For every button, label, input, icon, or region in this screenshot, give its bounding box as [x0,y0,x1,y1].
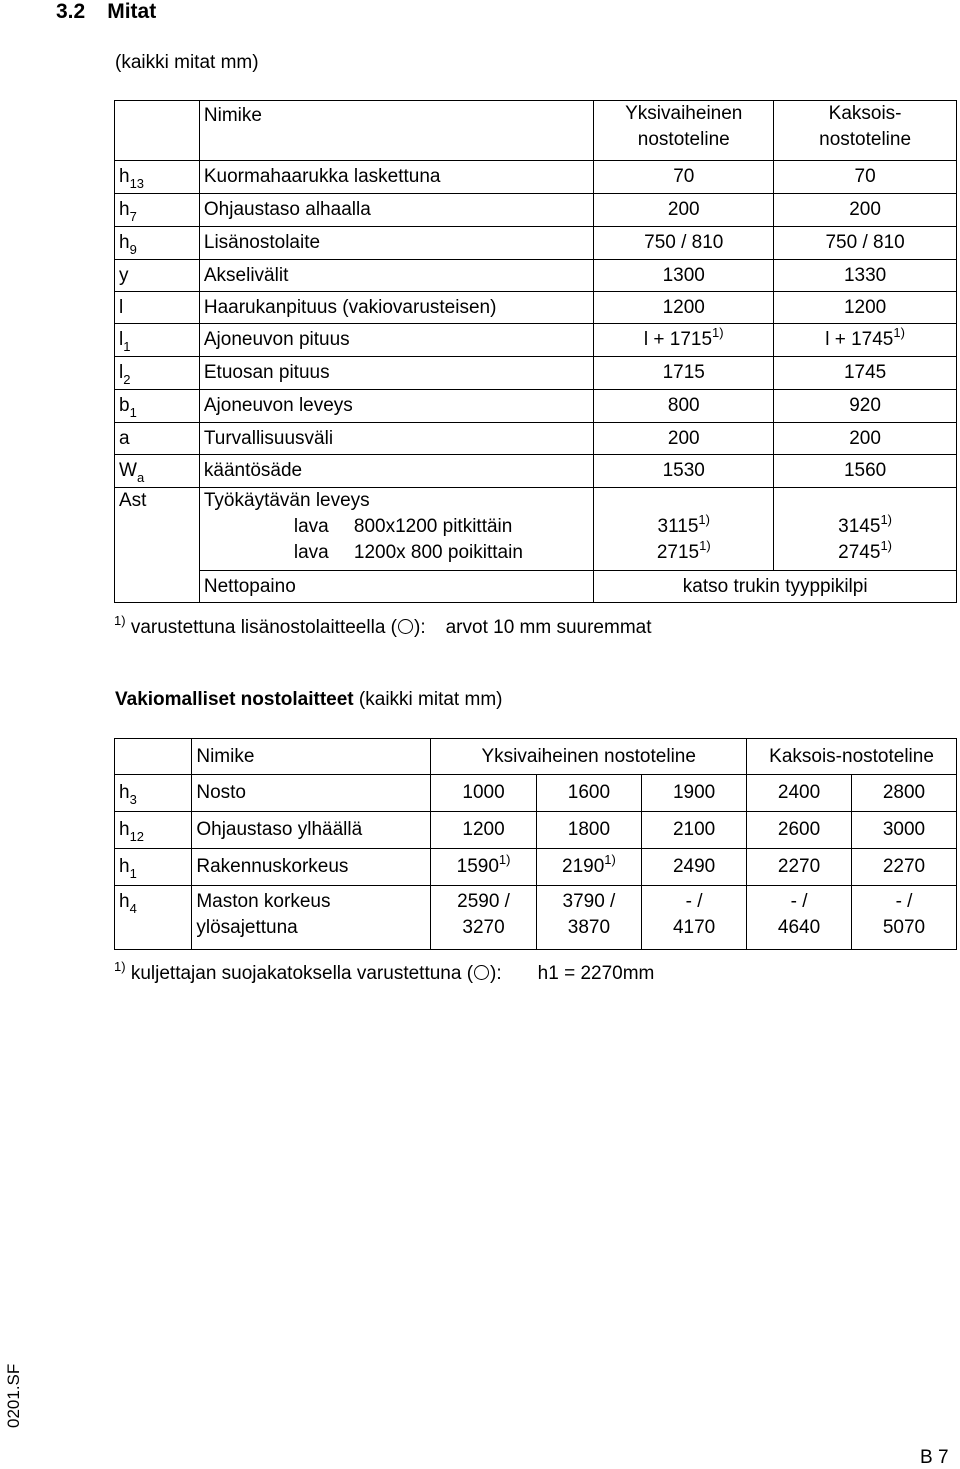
ast-sub1-text: 800x1200 pitkittäin [353,516,513,537]
table-row [115,886,957,950]
row-value-double: 1745 [774,357,957,390]
value-line2: 5070 [882,917,926,938]
row-value [536,886,641,950]
row-value [642,886,747,950]
footnote-mark: 1) [498,852,511,867]
header-double-line2: nostoteline [819,129,912,150]
side-code: 0201.SF [4,1363,23,1428]
circle-icon [474,965,489,980]
footnote-text-end: ): [490,963,502,984]
row-value-double: 750 / 810 [774,227,957,260]
row-symbol-sub: a [136,470,145,485]
row-value-double: 200 [774,423,957,455]
row-symbol: l [119,362,124,383]
value-line1: - / [895,891,913,912]
header-name: Nimike [203,105,262,126]
value-line2: 3870 [567,917,611,938]
row-value-single: 1715 [594,357,774,390]
value-text: 1590 [456,856,499,877]
value-line2: 4170 [672,917,716,938]
row-symbol: y [119,265,129,286]
table-header-row [115,101,957,161]
row-value-double: 1330 [774,260,957,292]
ast-sub2-text: 1200x 800 poikittain [353,542,523,563]
circle-icon [398,619,413,634]
row-value-single: 1530 [594,455,774,488]
row-name: Rakennuskorkeus [192,849,431,886]
row-symbol: h [119,232,130,253]
row-value: 1600 [536,775,641,812]
dimensions-table [114,100,957,603]
row-value: 2400 [747,775,852,812]
section-title: Mitat [107,0,157,23]
table-row-weight [115,571,957,603]
row-value: katso trukin tyyppikilpi [594,571,957,603]
section-number: 3.2 [56,0,86,23]
row-name-line1: Maston korkeus [196,891,331,912]
subtitle: (kaikki mitat mm) [115,52,259,73]
ast-name: Työkäytävän leveys [203,490,370,511]
row-symbol: l [119,329,124,350]
row-name: Nosto [192,775,431,812]
row-value-double: 920 [774,390,957,423]
page-number: B 7 [920,1447,949,1468]
value-text: l + 1745 [825,329,894,350]
footnote-1 [114,613,652,639]
row-name: Nettopaino [199,571,593,603]
table-row [115,324,957,357]
footnote-mark: 1) [893,325,905,340]
row-value: 1200 [431,812,536,849]
value-line1: 3790 / [562,891,616,912]
section2-title [115,689,502,711]
row-value [747,886,852,950]
table-row [115,227,957,260]
row-value: 2600 [747,812,852,849]
section2-title-rest: (kaikki mitat mm) [358,689,503,710]
footnote-mark: 1) [114,959,126,974]
row-symbol: W [119,460,137,481]
row-value: 2270 [747,849,852,886]
table-row [115,161,957,194]
section2-title-bold: Vakiomalliset nostolaitteet [115,689,354,710]
value-line2: 4640 [777,917,821,938]
header-double: Kaksois-nostoteline [747,739,957,775]
row-symbol-sub: 4 [129,901,137,916]
row-value-double: 200 [774,194,957,227]
row-value [431,886,536,950]
value-text: 2745 [838,542,881,563]
row-value: 3000 [852,812,957,849]
row-value: 2270 [852,849,957,886]
row-name: Ajoneuvon leveys [199,390,593,423]
table-row [115,849,957,886]
row-value-double [774,324,957,357]
row-value-single [594,488,774,571]
row-value-single: 1200 [594,292,774,324]
table-row [115,812,957,849]
footnote-mark: 1) [880,538,893,553]
footnote-text-end: ): [414,617,426,638]
row-symbol-sub: 2 [123,372,131,387]
row-name: Haarukanpituus (vakiovarusteisen) [199,292,593,324]
row-symbol: a [119,428,130,449]
row-value-double: 1200 [774,292,957,324]
ast-sub1-label: lava [293,516,329,537]
value-text: 3115 [657,516,699,537]
table-header-row [115,739,957,775]
row-name [199,488,593,571]
row-symbol: h [119,819,130,840]
row-symbol: h [119,782,130,803]
table-row [115,423,957,455]
row-symbol-sub: 7 [129,209,137,224]
header-single: Yksivaiheinen nostoteline [431,739,747,775]
row-name: Etuosan pituus [199,357,593,390]
row-value-single: 750 / 810 [594,227,774,260]
value-line1: - / [790,891,808,912]
footnote-mark: 1) [880,512,893,527]
row-symbol: h [119,199,130,220]
row-value-single: 200 [594,423,774,455]
row-value-single: 800 [594,390,774,423]
row-value: 2490 [642,849,747,886]
value-text: l + 1715 [643,329,713,350]
value-text: 2190 [562,856,605,877]
value-line1: - / [685,891,703,912]
table-row [115,292,957,324]
table-row [115,357,957,390]
footnote-mark: 1) [712,325,724,340]
row-name: Ohjaustaso ylhäällä [192,812,431,849]
row-value-single: 1300 [594,260,774,292]
footnote-mark: 1) [604,852,616,867]
row-symbol-sub: 3 [129,792,137,807]
table-row [115,455,957,488]
header-single-line2: nostoteline [637,129,730,150]
footnote-mark: 1) [699,538,711,553]
footnote-value: arvot 10 mm suuremmat [445,617,652,638]
row-name: Ohjaustaso alhaalla [199,194,593,227]
row-value-double: 70 [774,161,957,194]
row-value: 2100 [642,812,747,849]
row-value: 1000 [431,775,536,812]
header-single-line1: Yksivaiheinen [625,103,743,124]
row-symbol: h [119,856,130,877]
row-value: 2800 [852,775,957,812]
row-value-single [594,324,774,357]
row-name: Turvallisuusväli [199,423,593,455]
row-name: Akselivälit [199,260,593,292]
value-line2: 3270 [462,917,505,938]
row-symbol: h [119,166,130,187]
header-name: Nimike [192,739,431,775]
header-single [594,101,774,161]
row-symbol-sub: 1 [129,866,137,881]
table-row [115,390,957,423]
header-symbol [115,101,200,161]
footnote-text: kuljettajan suojakatoksella varustettuna ( [130,963,474,984]
row-symbol-sub: 12 [129,829,145,844]
row-value [536,849,641,886]
section-heading [56,0,156,24]
value-text: 3145 [838,516,881,537]
row-symbol: b [119,395,130,416]
row-symbol: Ast [115,488,200,603]
table-row [115,260,957,292]
footnote-mark: 1) [698,512,710,527]
table-row [115,194,957,227]
row-value: 1900 [642,775,747,812]
row-name: Lisänostolaite [199,227,593,260]
table-row [115,775,957,812]
row-value-double [774,488,957,571]
row-symbol: h [119,891,130,912]
row-name: Ajoneuvon pituus [199,324,593,357]
row-name: kääntösäde [199,455,593,488]
row-value-double: 1560 [774,455,957,488]
row-value [431,849,536,886]
value-line1: 2590 / [457,891,510,912]
row-value [852,886,957,950]
footnote-mark: 1) [114,613,126,628]
ast-sub2-label: lava [293,542,329,563]
row-symbol-sub: 9 [129,242,137,257]
row-symbol-sub: 1 [123,339,131,354]
row-value-single: 200 [594,194,774,227]
row-value-single: 70 [594,161,774,194]
row-value: 1800 [536,812,641,849]
header-double [774,101,957,161]
table-row-ast [115,488,957,571]
value-text: 2715 [656,542,700,563]
row-symbol: l [119,297,124,318]
row-symbol-sub: 13 [129,176,145,191]
row-name-line2: ylösajettuna [196,917,298,938]
header-double-line1: Kaksois- [828,103,902,124]
row-name [192,886,431,950]
footnote-value: h1 = 2270mm [537,963,655,984]
footnote-2 [114,959,655,985]
row-symbol-sub: 1 [129,405,137,420]
lift-table [114,738,957,950]
row-name: Kuormahaarukka laskettuna [199,161,593,194]
footnote-text: varustettuna lisänostolaitteella ( [130,617,397,638]
